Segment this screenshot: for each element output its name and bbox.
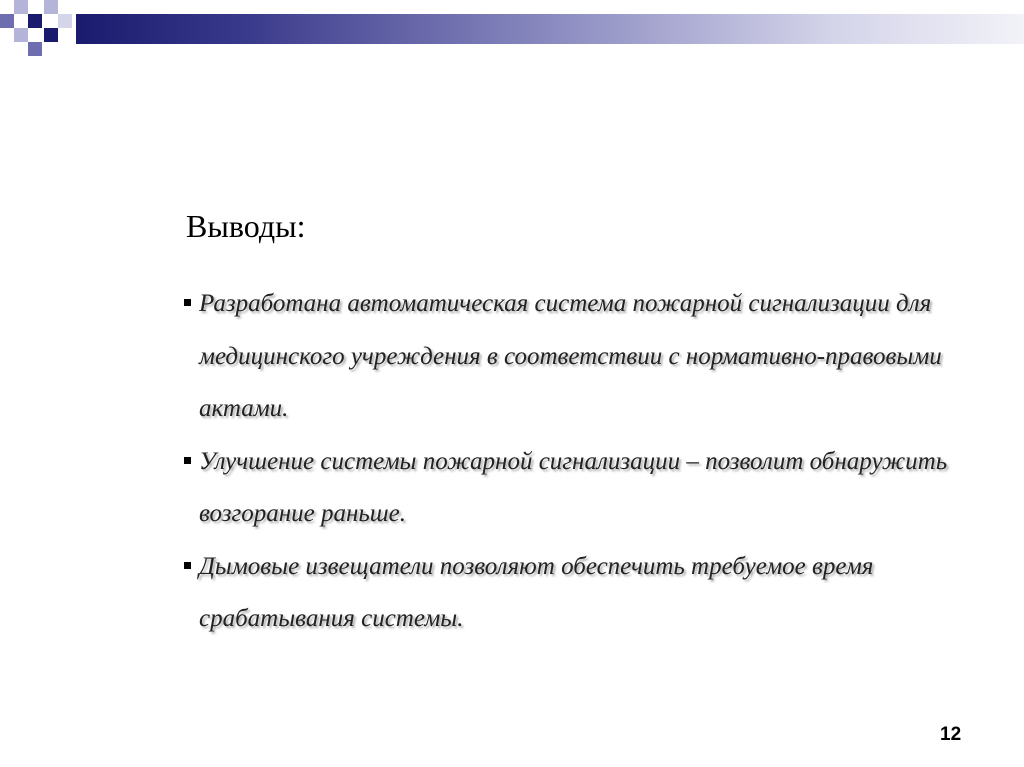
decor-square [44, 28, 58, 42]
decor-square [14, 28, 28, 42]
bullet-item [184, 278, 984, 436]
decor-square [14, 0, 28, 14]
bullet-text: Дымовые извещатели позволяют обеспечить требуемое время срабатывания системы. [199, 552, 874, 632]
decor-square [44, 0, 58, 14]
header-gradient-bar [76, 14, 1024, 44]
slide-title: Выводы: [186, 208, 306, 244]
page-number: 12 [940, 724, 962, 745]
bullet-list [184, 278, 984, 646]
bullet-text: Улучшение системы пожарной сигнализации – позволит обнаружить возгорание раньше. [199, 447, 948, 527]
bullet-item [184, 436, 984, 541]
decor-square [28, 14, 42, 28]
bullet-text: Разработана автоматическая система пожарной сигнализации для медицинского учреждения в соответствии с нормативно-правовыми актами. [199, 290, 942, 422]
bullet-square-icon [184, 457, 191, 464]
bullet-item [184, 541, 984, 646]
bullet-square-icon [184, 562, 191, 569]
bullet-square-icon [184, 299, 191, 306]
decor-square [28, 42, 42, 56]
decor-square [58, 14, 72, 28]
decor-square [0, 14, 14, 28]
